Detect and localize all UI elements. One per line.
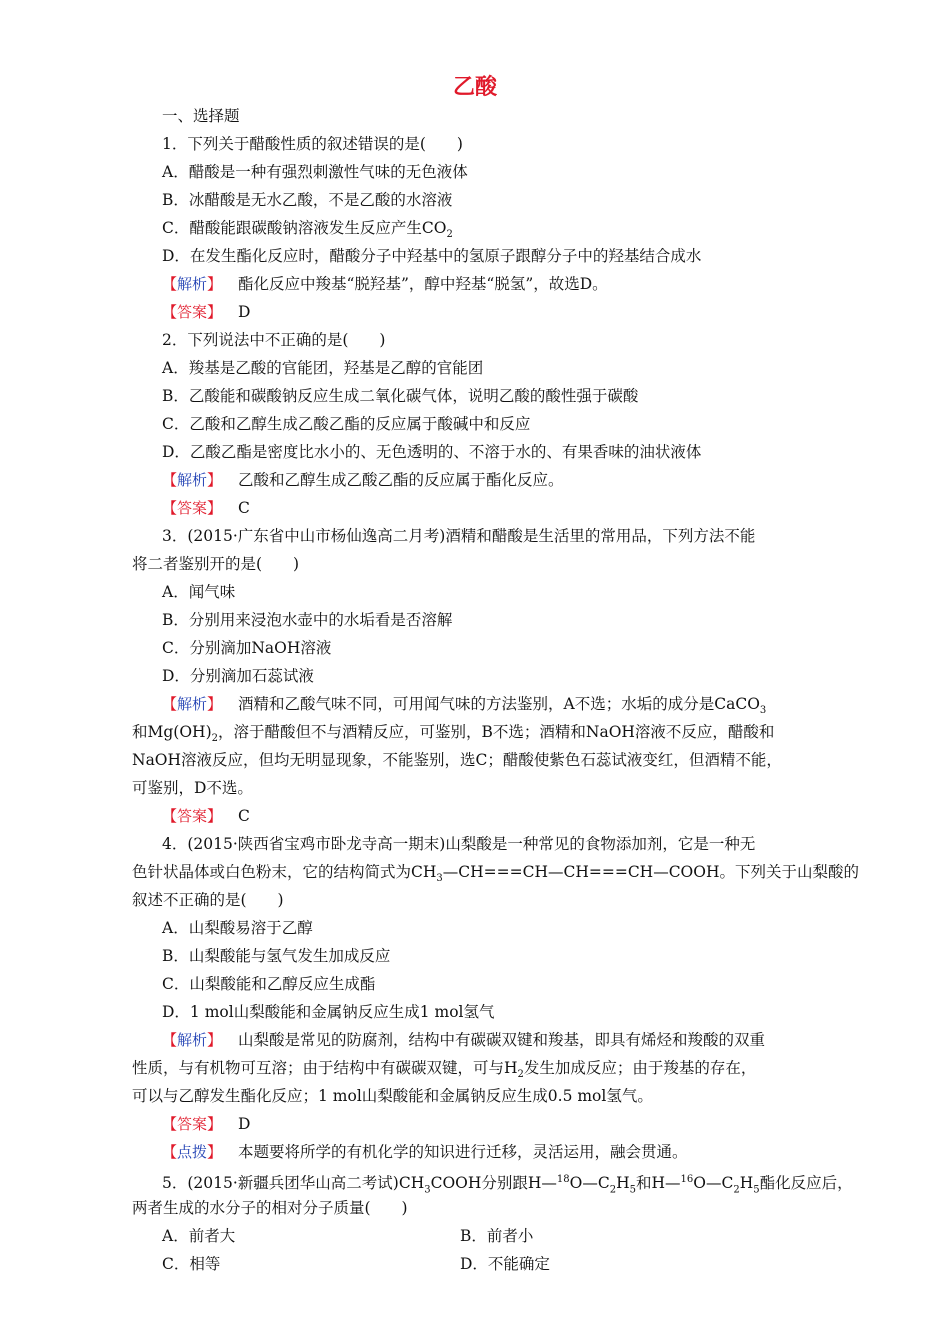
q3-option-b: B．分别用来浸泡水壶中的水垢看是否溶解 [162,611,453,629]
analysis-tag: 【解析】 [162,695,223,713]
document-title: 乙酸 [452,75,497,100]
q4-stem-line1: 4．(2015·陕西省宝鸡市卧龙寺高一期末)山梨酸是一种常见的食物添加剂，它是一种无 [162,835,756,853]
q2-option-c: C．乙酸和乙醇生成乙酸乙酯的反应属于酸碱中和反应 [162,415,531,433]
q4-option-a: A．山梨酸易溶于乙醇 [162,919,313,937]
tip-tag: 【点拨】 [162,1143,223,1161]
q3-option-d: D．分别滴加石蕊试液 [162,667,314,685]
q4-answer: 【答案】 D [162,1115,251,1133]
q3-option-a: A．闻气味 [162,583,236,601]
q1-option-c: C．醋酸能跟碳酸钠溶液发生反应产生$CO_2$ [162,219,453,241]
q4-analysis-line2: 性质，与有机物可互溶；由于结构中有碳碳双键，可与$H_2$发生加成反应；由于羧基的存在， [132,1059,757,1081]
analysis-tag: 【解析】 [162,1031,223,1049]
q2-analysis: 【解析】 乙酸和乙醇生成乙酸乙酯的反应属于酯化反应。 [162,471,564,489]
q5-option-a: A．前者大 [162,1227,236,1245]
q2-stem: 2．下列说法中不正确的是( ) [162,331,386,349]
q4-analysis-line1: 【解析】 山梨酸是常见的防腐剂，结构中有碳碳双键和羧基，即具有烯烃和羧酸的双重 [162,1031,766,1049]
q3-analysis-line1: 【解析】 酒精和乙酸气味不同，可用闻气味的方法鉴别，A不选；水垢的成分是CaCO$_3$ [162,695,767,717]
q3-analysis-line3: NaOH溶液反应，但均无明显现象，不能鉴别，选C；醋酸使紫色石蕊试液变红，但酒精不能， [132,751,782,769]
q4-option-b: B．山梨酸能与氢气发生加成反应 [162,947,391,965]
q3-analysis-line4: 可鉴别，D不选。 [132,779,253,797]
q4-option-c: C．山梨酸能和乙醇反应生成酯 [162,975,376,993]
q3-analysis-line2: 和$Mg(OH)_2$，溶于醋酸但不与酒精反应，可鉴别，B不选；酒精和NaOH溶液不反应，醋酸和 [132,723,775,745]
q5-option-b: B．前者小 [460,1227,534,1245]
q4-analysis-line3: 可以与乙醇发生酯化反应；1 mol山梨酸能和金属钠反应生成0.5 mol氢气。 [132,1087,653,1105]
answer-tag: 【答案】 [162,303,223,321]
answer-tag: 【答案】 [162,807,223,825]
q3-option-c: C．分别滴加NaOH溶液 [162,639,332,657]
answer-tag: 【答案】 [162,1115,223,1133]
q2-option-b: B．乙酸能和碳酸钠反应生成二氧化碳气体，说明乙酸的酸性强于碳酸 [162,387,639,405]
q3-stem-line2: 将二者鉴别开的是( ) [132,555,300,573]
answer-tag: 【答案】 [162,499,223,517]
q2-option-d: D．乙酸乙酯是密度比水小的、无色透明的、不溶于水的、有果香味的油状液体 [162,443,702,461]
q2-answer: 【答案】 C [162,499,250,517]
q1-option-b: B．冰醋酸是无水乙酸，不是乙酸的水溶液 [162,191,453,209]
q4-option-d: D．1 mol山梨酸能和金属钠反应生成1 mol氢气 [162,1003,495,1021]
q1-answer: 【答案】 D [162,303,251,321]
q4-stem-line3: 叙述不正确的是( ) [132,891,284,909]
analysis-tag: 【解析】 [162,471,223,489]
q1-option-a: A．醋酸是一种有强烈刺激性气味的无色液体 [162,163,468,181]
q3-answer: 【答案】 C [162,807,250,825]
q5-option-c: C．相等 [162,1255,221,1273]
q4-stem-line2: 色针状晶体或白色粉末，它的结构简式为$CH_3—CH===CH—CH===CH—COOH$。下列关于山梨酸的 [132,863,859,885]
q5-stem-line2: 两者生成的水分子的相对分子质量( ) [132,1199,408,1217]
q1-stem: 1．下列关于醋酸性质的叙述错误的是( ) [162,135,463,153]
q2-option-a: A．羧基是乙酸的官能团，羟基是乙醇的官能团 [162,359,484,377]
q5-stem-line1: 5．(2015·新疆兵团华山高二考试)$CH_3COOH$分别跟$H—^{18}O—C_2H_5$和$H—^{16}O—C_2H_5$酯化反应后， [162,1174,853,1196]
q3-stem-line1: 3．(2015·广东省中山市杨仙逸高二月考)酒精和醋酸是生活里的常用品，下列方法不能 [162,527,756,545]
section-heading: 一、选择题 [162,107,240,125]
q4-tip: 【点拨】 本题要将所学的有机化学的知识进行迁移，灵活运用，融会贯通。 [162,1143,688,1161]
q1-option-d: D．在发生酯化反应时，醋酸分子中羟基中的氢原子跟醇分子中的羟基结合成水 [162,247,702,265]
q1-analysis: 【解析】 酯化反应中羧基“脱羟基”，醇中羟基“脱氢”，故选D。 [162,275,608,293]
q5-option-d: D．不能确定 [460,1255,550,1273]
analysis-tag: 【解析】 [162,275,223,293]
